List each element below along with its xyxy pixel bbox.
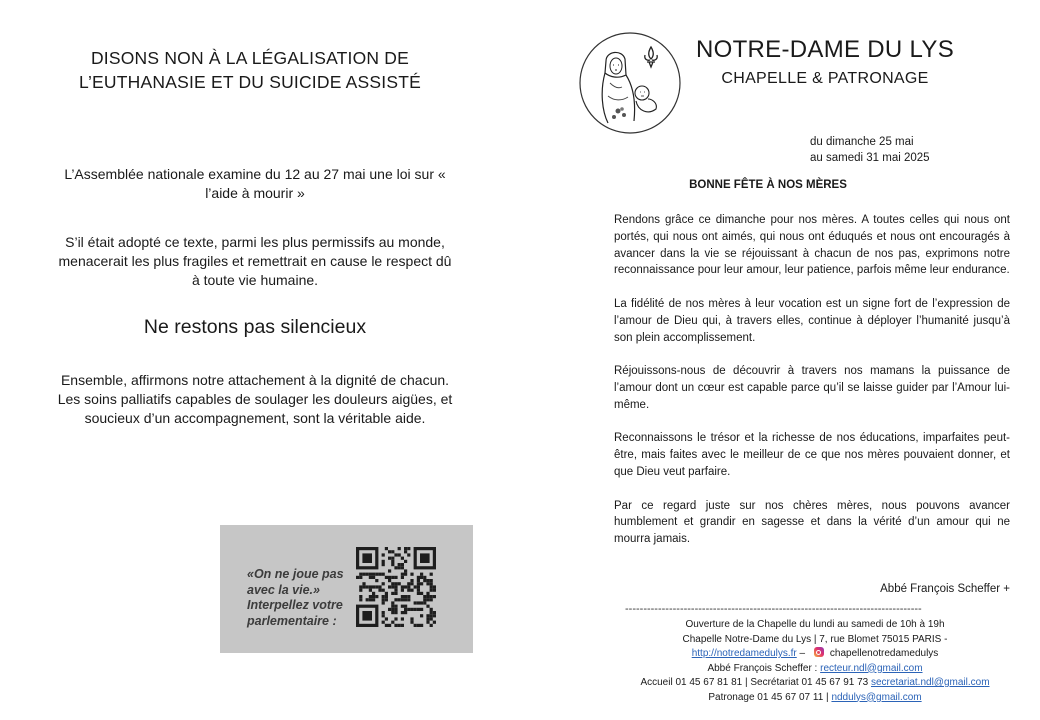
- instagram-handle[interactable]: chapellenotredamedulys: [829, 648, 939, 659]
- promo-line1: «On ne joue pas: [247, 567, 344, 581]
- opening-hours: Ouverture de la Chapelle du lundi au samedi de 10h à 19h: [685, 619, 945, 630]
- secretariat-email-link[interactable]: secretariat.ndl@gmail.com: [871, 677, 990, 688]
- assembly-paragraph: L’Assemblée nationale examine du 12 au 27 mai une loi sur « l’aide à mourir »: [64, 166, 446, 201]
- article-paragraph: Rendons grâce ce dimanche pour nos mères. A toutes celles qui nous ont portés, qui nous ont aimés, qui nous ont éduqués et nous ont encouragés à avancer dans la vie se réjouissant à chacun de nos pas, exprimons notre reconnaissance pour leur amour, leur patience, parfois même leur endurance.: [614, 214, 1010, 277]
- footer-separator: ---------------------------------------------------------------------------------: [625, 603, 922, 615]
- chapel-address: Chapelle Notre-Dame du Lys | 7, rue Blomet 75015 PARIS -: [682, 633, 948, 645]
- contact-line: [600, 676, 1030, 691]
- silence-heading: Ne restons pas silencieux: [143, 316, 367, 338]
- law-paragraph: S’il était adopté ce texte, parmi les plus permissifs au monde, menacerait les plus fragiles et remettrait en cause le respect dû à toute vie humaine.: [58, 234, 452, 288]
- qr-code-icon[interactable]: [356, 547, 436, 627]
- patronage-phone: Patronage 01 45 67 07 11 |: [708, 691, 829, 703]
- promo-line2: avec la vie.»: [247, 582, 320, 597]
- signature: Abbé François Scheffer +: [880, 583, 1010, 595]
- date-line1: du dimanche 25 mai: [810, 136, 914, 148]
- chapel-subtitle: CHAPELLE & PATRONAGE: [721, 70, 929, 87]
- virgin-and-child-logo: [578, 31, 682, 135]
- promo-line4: parlementaire :: [247, 613, 337, 628]
- promo-line3: Interpellez votre: [247, 598, 343, 612]
- week-dates: [810, 134, 930, 166]
- phone-numbers: Accueil 01 45 67 81 81 | Secrétariat 01 45 67 91 73: [640, 677, 869, 688]
- left-title-line2: L’EUTHANASIE ET DU SUICIDE ASSISTÉ: [79, 72, 421, 92]
- rector-label: Abbé François Scheffer :: [707, 662, 818, 674]
- left-title: [40, 46, 460, 94]
- article-paragraph: Reconnaissons le trésor et la richesse de nos éducations, imparfaites peut-être, mais faites avec le meilleur de ce que nos mères pouvaient donner, et que Dieu veut parfaire.: [614, 432, 1010, 478]
- website-link[interactable]: http://notredamedulys.fr: [691, 648, 797, 659]
- patronage-email-link[interactable]: nddulys@gmail.com: [831, 691, 922, 703]
- left-title-line1: DISONS NON À LA LÉGALISATION DE: [90, 48, 410, 68]
- article-body: [614, 212, 1010, 565]
- website-separator: –: [799, 648, 806, 659]
- article-title: BONNE FÊTE À NOS MÈRES: [689, 179, 847, 191]
- dignity-paragraph: Ensemble, affirmons notre attachement à la dignité de chacun. Les soins palliatifs capables de soulager les douleurs aigües, et soucieux d’un accompagnement, sont la véritable aide.: [57, 372, 453, 426]
- instagram-icon[interactable]: [814, 647, 824, 657]
- article-paragraph: Par ce regard juste sur nos chères mères, nous pouvons avancer humblement et grandir en sagesse et dans la vérité d’un amour qui ne mourra jamais.: [614, 499, 1010, 546]
- web-social-line: [600, 647, 1030, 662]
- article-paragraph: Réjouissons-nous de découvrir à travers nos mamans la puissance de l’amour dont un cœur est capable parce qu’il se laisse guider par l’Amour lui-même.: [614, 365, 1010, 411]
- promo-text: [247, 567, 357, 629]
- rector-email-link[interactable]: recteur.ndl@gmail.com: [820, 662, 923, 674]
- date-line2: au samedi 31 mai 2025: [810, 152, 930, 164]
- patronage-line: [600, 691, 1030, 706]
- rector-line: [600, 662, 1030, 677]
- article-paragraph: La fidélité de nos mères à leur vocation est un signe fort de l’expression de l’amour de Dieu qui, à travers elles, continue à déployer l’humanité jusqu’à son plein accomplissement.: [614, 297, 1010, 344]
- contact-footer: [600, 618, 1030, 705]
- parliament-promo-box: [220, 525, 473, 653]
- chapel-name: NOTRE-DAME DU LYS: [695, 36, 954, 63]
